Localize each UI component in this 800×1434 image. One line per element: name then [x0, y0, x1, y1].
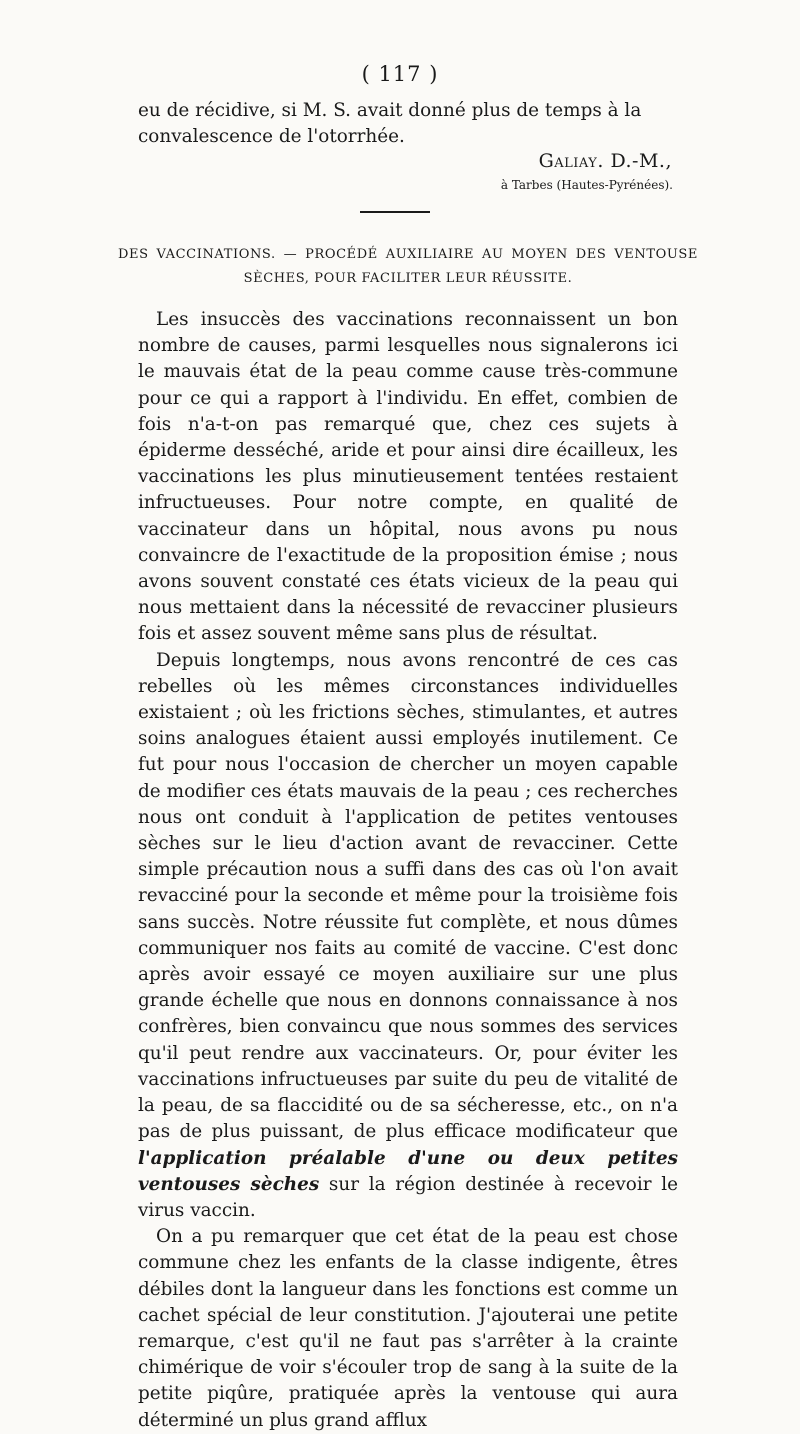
opening-text: eu de récidive, si M. S. avait donné plus de temps à la convalescence de l'otorrhée. [138, 100, 642, 148]
article-heading [118, 243, 698, 291]
heading-line-2: SÈCHES, POUR FACILITER LEUR RÉUSSITE. [243, 271, 573, 286]
paragraph-2-start: Depuis longtemps, nous avons rencontré de ces cas rebelles où les mêmes circonstances individuelles existaient ; où les frictions sèches, stimulantes, et autres soins analogues étaient aussi employés inutilement. Ce fut pour nous l'occasion de chercher un moyen capable de modifier ces états mauvais de la peau ; ces recherches nous ont conduit à l'application de petites ventouses sèches sur le lieu d'action avant de revacciner. Cette simple précaution nous a suffi dans des cas où l'on avait revacciné pour la seconde et même pour la troisième fois sans succès. Notre réussite fut complète, et nous dûmes communiquer nos faits au comité de vaccine. C'est donc après avoir essayé ce moyen auxiliaire sur une plus grande échelle que nous en donnons connaissance à nos confrères, bien convaincu que nous sommes des services qu'il peut rendre aux vaccinateurs. Or, pour éviter les vaccinations infructueuses par suite du peu de vitalité de la peau, de sa flaccidité ou de sa sécheresse, etc., on n'a pas de plus puissant, de plus efficace modificateur que [138, 649, 678, 1143]
page-number: ( 117 ) [361, 62, 439, 86]
paragraph-1: Les insuccès des vaccinations reconnaissent un bon nombre de causes, parmi lesquelles nous signalerons ici le mauvais état de la peau comme cause très-commune pour ce qui a rapport à l'individu. En effet, combien de fois n'a-t-on pas remarqué que, chez ces sujets à épiderme desséché, aride et pour ainsi dire écailleux, les vaccinations les plus minutieusement tentées restaient infructueuses. Pour notre compte, en qualité de vaccinateur dans un hôpital, nous avons pu nous convaincre de l'exactitude de la proposition émise ; nous avons souvent constaté ces états vicieux de la peau qui nous mettaient dans la nécessité de revacciner plusieurs fois et assez souvent même sans plus de résultat. [138, 309, 678, 645]
signature-name: Galiay. D.-M., [538, 150, 672, 172]
heading-line-1: DES VACCINATIONS. — PROCÉDÉ AUXILIAIRE AU MOYEN DES VENTOUSE [118, 247, 698, 262]
paragraph-2-emphasis: l'application préalable d'une ou deux petites ventouses sèches [138, 1147, 678, 1195]
signature-place: à Tarbes (Hautes-Pyrénées). [500, 178, 673, 192]
paragraph-3: On a pu remarquer que cet état de la peau est chose commune chez les enfants de la classe indigente, êtres débiles dont la langueur dans les fonctions est comme un cachet spécial de leur constitution. J'ajouterai une petite remarque, c'est qu'il ne faut pas s'arrêter à la crainte chimérique de voir s'écouler trop de sang à la suite de la petite piqûre, pratiquée après la ventouse qui aura déterminé un plus grand afflux [138, 1226, 678, 1431]
section-divider [360, 211, 430, 213]
paragraph-2-end: sur la région destinée à recevoir le virus vaccin. [138, 1173, 678, 1221]
opening-paragraph [138, 98, 678, 150]
article-body [138, 307, 678, 1434]
paragraph-2 [138, 648, 678, 1224]
